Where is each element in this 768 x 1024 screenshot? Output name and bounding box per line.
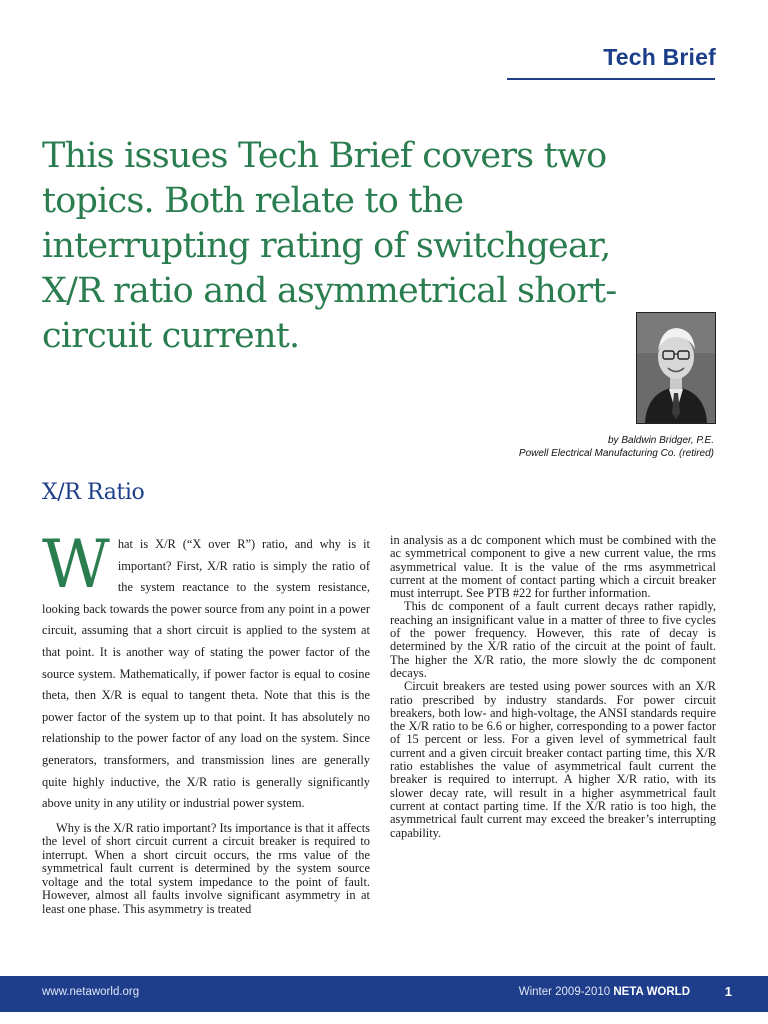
page-footer [0,976,768,1012]
section-rule [507,78,715,80]
body-paragraph: Why is the X/R ratio important? Its importance is that it affects the level of short circuit current a circuit breaker is required to interrupt. When a short circuit occurs, the rms value of the symmetrical fault current is determined by the system source voltage and the total system impedance to the point of fault. However, almost all faults involve significant asymmetry in at least one phase. This asymmetry is treated [42,820,370,916]
author-photo [637,313,715,423]
section-title: X/R Ratio [42,480,145,505]
intro-paragraph [42,526,370,815]
body-paragraph: Circuit breakers are tested using power sources with an X/R ratio prescribed by industry standards. For power circuit breakers, both low- and high-voltage, the ANSI standards require the X/R ratio to be 6.6 or higher, corresponding to a power factor of 15 percent or less. For a given level of symmetrical fault current and a given circuit breaker contact parting time, this X/R ratio establishes the value of asymmetrical fault current the breaker is required to interrupt. A higher X/R ratio, with its slower decay rate, will result in a higher asymmetrical fault current at contact parting time. If the X/R ratio is too high, the asymmetrical fault current may exceed the breaker’s interrupting capability. [390,679,716,840]
intro-text: hat is X/R (“X over R”) ratio, and why is it important? First, X/R ratio is simply the ratio of the system reactance to the system resistance, looking back towards the power source from any point in a power circuit, assuming that a short circuit is applied to the system at that point. It is another way of stating the power factor of the source system. Mathematically, if power factor is equal to cosine theta, then X/R is equal to tangent theta. Note that this is the power factor of the system up to that point. It has absolutely no relationship to the power factor of any load on the system. Since generators, transformers, and transmission lines are generally quite highly inductive, the X/R ratio is generally significantly above unity in any utility or industrial power system. [42,537,370,811]
footer-issue [519,986,690,998]
footer-season: Winter 2009-2010 [518,986,611,998]
body-paragraph: This dc component of a fault current decays rather rapidly, reaching an insignificant value in a matter of three to five cycles of the power frequency. However, this rate of decay is determined by the X/R ratio of the circuit at the point of fault. The higher the X/R ratio, the more slowly the dc component decays. [390,599,716,680]
body-paragraph: in analysis as a dc component which must be combined with the ac symmetrical component to give a new current value, the rms asymmetrical value. It is the value of the rms asymmetrical current at the moment of contact parting which a circuit breaker must interrupt. See PTB #22 for further information. [390,533,716,601]
headline: This issues Tech Brief covers two topics. Both relate to the interrupting rating of switchgear, X/R ratio and asymmetrical short-circuit current. [42,136,617,356]
page-number: 1 [724,984,732,999]
article-column-right [390,534,716,840]
byline [519,434,714,460]
drop-cap: W [42,526,110,603]
section-label: Tech Brief [603,44,716,70]
article-column-left [42,526,370,916]
footer-url: www.netaworld.org [42,986,140,998]
byline-affiliation: Powell Electrical Manufacturing Co. (retired) [518,448,714,459]
byline-author: by Baldwin Bridger, P.E. [608,435,714,446]
footer-publication: NETA WORLD [613,986,690,998]
author-portrait [636,312,716,424]
